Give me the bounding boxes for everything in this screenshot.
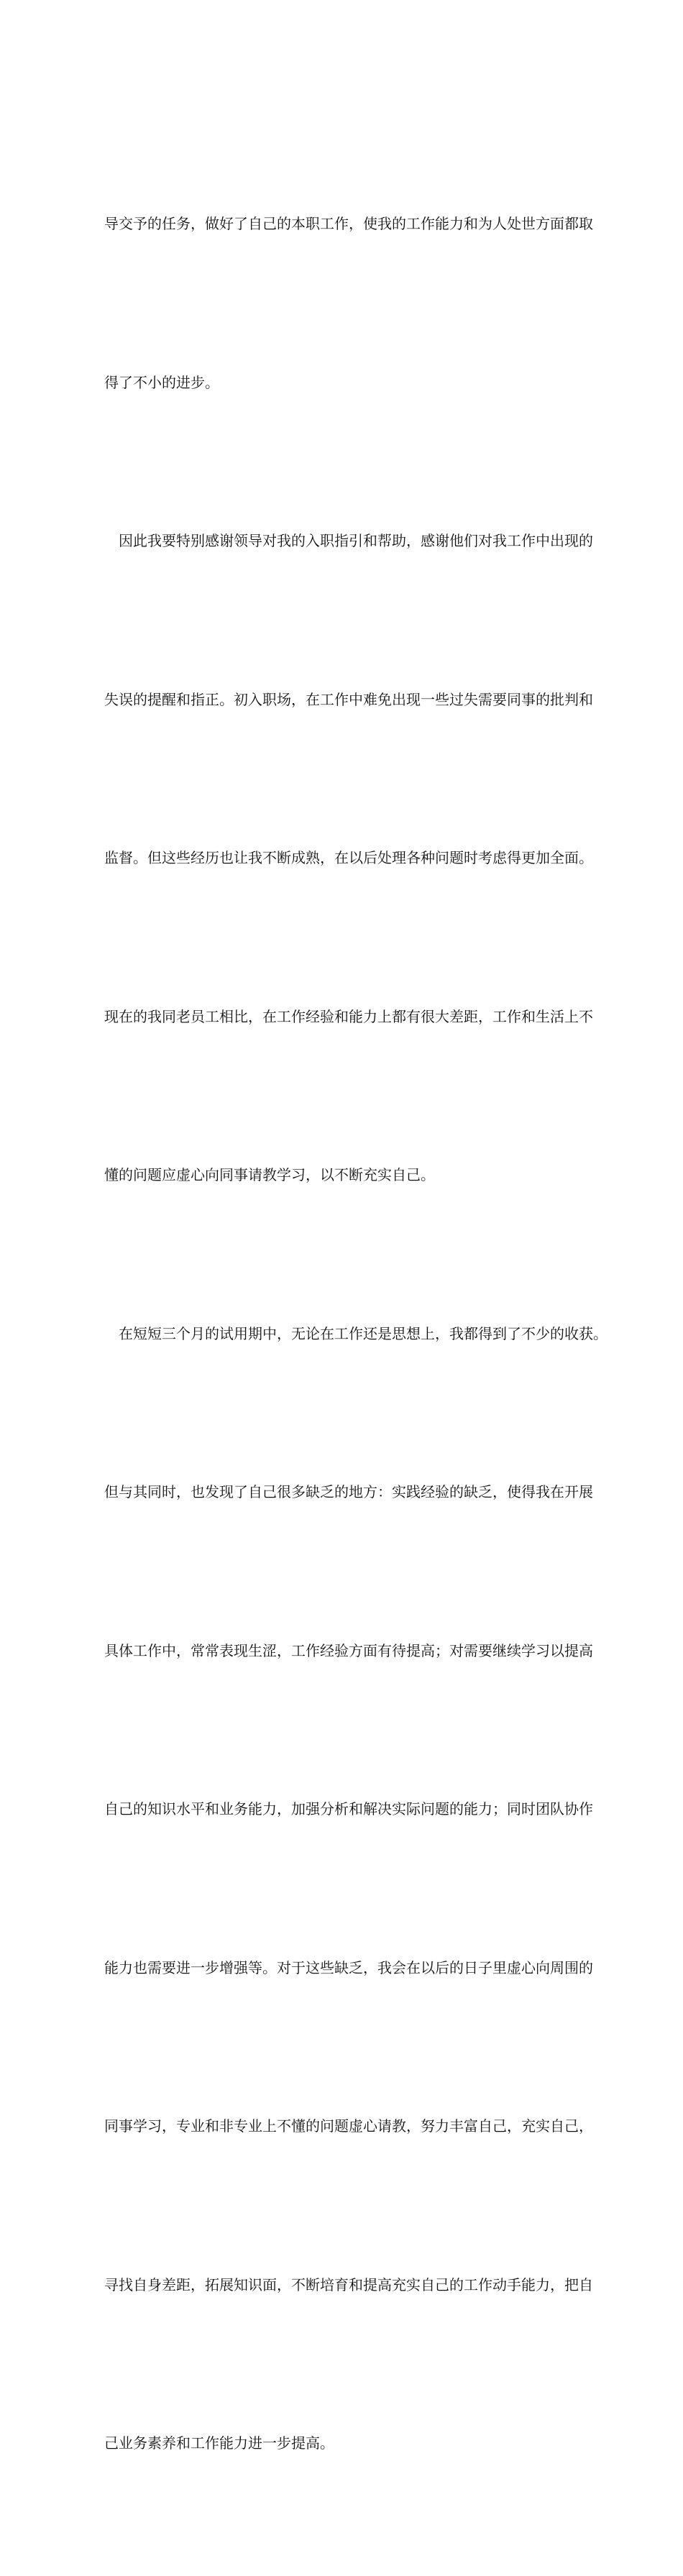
text-line-11: 自己的知识水平和业务能力，加强分析和解决实际问题的能力；同时团队协作 [104,1800,593,1818]
text-line-5: 监督。但这些经历也让我不断成熟，在以后处理各种问题时考虑得更加全面。 [104,849,593,866]
text-line-8: 在短短三个月的试用期中，无论在工作还是思想上，我都得到了不少的收获。 [104,1324,608,1342]
text-line-7: 懂的问题应虚心向同事请教学习，以不断充实自己。 [104,1166,435,1183]
text-line-10: 具体工作中，常常表现生涩，工作经验方面有待提高；对需要继续学习以提高 [104,1641,593,1659]
text-line-1: 导交予的任务，做好了自己的本职工作，使我的工作能力和为人处世方面都取 [104,215,593,232]
text-line-3: 因此我要特别感谢领导对我的入职指引和帮助，感谢他们对我工作中出现的 [104,532,593,549]
text-line-13: 同事学习，专业和非专业上不懂的问题虚心请教，努力丰富自己，充实自己， [104,2117,593,2135]
text-line-15: 己业务素养和工作能力进一步提高。 [104,2434,334,2452]
text-line-4: 失误的提醒和指正。初入职场，在工作中难免出现一些过失需要同事的批判和 [104,690,593,708]
text-line-9: 但与其同时，也发现了自己很多缺乏的地方：实践经验的缺乏，使得我在开展 [104,1483,593,1500]
text-line-6: 现在的我同老员工相比，在工作经验和能力上都有很大差距，工作和生活上不 [104,1007,593,1025]
text-line-12: 能力也需要进一步增强等。对于这些缺乏，我会在以后的日子里虚心向周围的 [104,1958,593,1976]
text-line-2: 得了不小的进步。 [104,373,219,391]
document-body-text [104,92,608,2576]
text-line-14: 寻找自身差距，拓展知识面，不断培育和提高充实自己的工作动手能力，把自 [104,2275,593,2293]
